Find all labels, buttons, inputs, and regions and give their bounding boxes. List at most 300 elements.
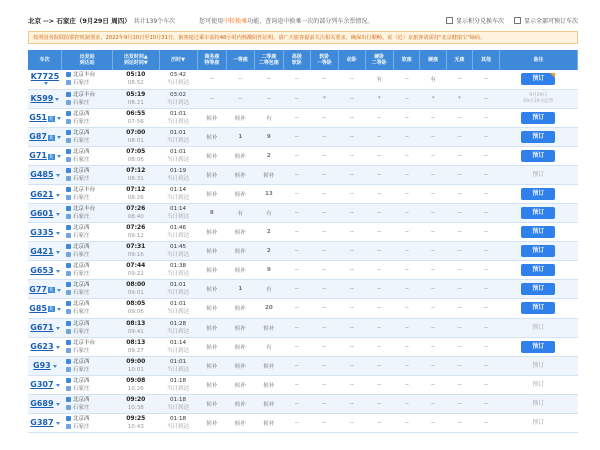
time-cell bbox=[113, 165, 159, 184]
departure-station-name: 北京西 bbox=[72, 415, 90, 422]
seat-availability: -- bbox=[339, 337, 365, 356]
duration: 01:01 bbox=[169, 148, 187, 155]
seat-availability: -- bbox=[284, 394, 310, 413]
departure-station bbox=[66, 358, 113, 366]
book-button: 预订 bbox=[532, 323, 545, 331]
seat-availability: -- bbox=[446, 204, 472, 223]
departure-time: 06:55 bbox=[126, 109, 146, 117]
duration: 01:01 bbox=[169, 358, 187, 365]
show-all-bookable-option[interactable]: 显示全部可预订车次 bbox=[514, 16, 578, 25]
seat-availability: -- bbox=[365, 242, 394, 261]
book-button[interactable]: 预订 bbox=[521, 131, 555, 143]
seat-availability: -- bbox=[394, 184, 420, 203]
book-button[interactable]: 预订 bbox=[521, 302, 555, 314]
duration: 01:46 bbox=[169, 225, 187, 232]
seat-availability[interactable]: 候补 bbox=[254, 356, 284, 375]
seat-availability: -- bbox=[365, 204, 394, 223]
seat-availability: -- bbox=[365, 261, 394, 280]
seat-availability: -- bbox=[310, 318, 339, 337]
book-button[interactable]: 预订 bbox=[521, 264, 555, 276]
fuxing-badge: 复 bbox=[49, 135, 54, 141]
chevron-down-icon[interactable] bbox=[56, 213, 60, 216]
arrival-station bbox=[66, 251, 113, 259]
train-number-link[interactable]: G671 bbox=[30, 323, 54, 333]
station-cell bbox=[62, 165, 113, 184]
column-header[interactable]: 出发站 到达站 bbox=[62, 50, 113, 70]
chevron-down-icon[interactable] bbox=[56, 251, 60, 254]
chevron-down-icon[interactable] bbox=[56, 422, 60, 425]
action-cell bbox=[499, 337, 577, 356]
seat-availability: -- bbox=[446, 337, 472, 356]
seat-availability: -- bbox=[394, 394, 420, 413]
train-number-link[interactable]: G51 bbox=[29, 113, 47, 123]
seat-availability[interactable]: 有 bbox=[254, 108, 284, 127]
seat-availability[interactable]: 候补 bbox=[227, 299, 254, 318]
end-station-icon bbox=[66, 405, 71, 410]
chevron-down-icon[interactable] bbox=[57, 136, 61, 139]
seat-availability[interactable]: 1 bbox=[227, 127, 254, 146]
seat-availability[interactable]: 候补 bbox=[227, 356, 254, 375]
chevron-down-icon[interactable] bbox=[56, 194, 60, 197]
departure-time: 07:12 bbox=[126, 166, 146, 174]
train-number-link[interactable]: G689 bbox=[30, 399, 54, 409]
seat-availability[interactable]: 候补 bbox=[197, 261, 227, 280]
seat-availability[interactable]: 候补 bbox=[227, 146, 254, 165]
train-number-cell bbox=[28, 394, 62, 413]
train-number-link[interactable]: G307 bbox=[30, 380, 54, 390]
seat-availability[interactable]: 9 bbox=[254, 261, 284, 280]
train-number-link[interactable]: K599 bbox=[30, 94, 54, 104]
transfer-link[interactable]: 中转换乘 bbox=[223, 17, 248, 25]
seat-availability: -- bbox=[284, 280, 310, 299]
seat-availability[interactable]: 8 bbox=[197, 204, 227, 223]
seat-availability: -- bbox=[310, 165, 339, 184]
departure-station-name: 北京丰台 bbox=[72, 339, 96, 346]
chevron-down-icon[interactable] bbox=[56, 403, 60, 406]
seat-availability[interactable]: 2 bbox=[254, 223, 284, 242]
seat-availability[interactable]: 候补 bbox=[197, 127, 227, 146]
departure-time: 08:13 bbox=[126, 338, 146, 346]
seat-availability: -- bbox=[420, 299, 446, 318]
train-number-link[interactable]: G387 bbox=[30, 418, 54, 428]
seat-availability: -- bbox=[473, 70, 499, 89]
fuxing-badge: 复 bbox=[49, 288, 54, 294]
train-number-cell bbox=[28, 108, 62, 127]
seat-availability[interactable]: 候补 bbox=[197, 146, 227, 165]
seat-availability[interactable]: 有 bbox=[227, 204, 254, 223]
chevron-down-icon[interactable] bbox=[44, 82, 48, 85]
table-row bbox=[28, 375, 578, 394]
action-cell bbox=[499, 394, 577, 413]
seat-availability[interactable]: 候补 bbox=[227, 337, 254, 356]
train-table bbox=[28, 50, 578, 433]
column-header: 硬座 bbox=[420, 50, 446, 70]
book-button[interactable]: 预订 bbox=[521, 73, 555, 85]
seat-availability: -- bbox=[420, 184, 446, 203]
chevron-down-icon[interactable] bbox=[56, 270, 60, 273]
duration-cell bbox=[159, 356, 197, 375]
station-cell bbox=[62, 261, 113, 280]
action-cell bbox=[499, 70, 577, 89]
chevron-down-icon[interactable] bbox=[56, 346, 60, 349]
train-number-link[interactable]: G77 bbox=[29, 284, 47, 294]
action-cell bbox=[499, 204, 577, 223]
action-cell bbox=[499, 184, 577, 203]
duration-cell bbox=[159, 165, 197, 184]
train-number-cell bbox=[28, 318, 62, 337]
arrival-station-name: 石家庄 bbox=[72, 423, 90, 430]
seat-availability: -- bbox=[473, 165, 499, 184]
train-number-cell bbox=[28, 413, 62, 432]
train-number-link[interactable]: K7725 bbox=[30, 71, 60, 81]
seat-availability: * bbox=[420, 89, 446, 108]
seat-availability: -- bbox=[420, 204, 446, 223]
book-button: 预订 bbox=[532, 380, 545, 388]
duration: 01:14 bbox=[169, 206, 187, 213]
duration: 01:18 bbox=[169, 396, 187, 403]
arrival-station bbox=[66, 175, 113, 183]
train-number-cell bbox=[28, 375, 62, 394]
seat-availability[interactable]: 候补 bbox=[197, 299, 227, 318]
end-station-icon bbox=[66, 367, 71, 372]
seat-availability: -- bbox=[365, 413, 394, 432]
departure-station-name: 北京西 bbox=[72, 167, 90, 174]
seat-availability: -- bbox=[284, 223, 310, 242]
departure-time: 07:26 bbox=[126, 205, 146, 213]
column-header: 高级 软卧 bbox=[284, 50, 310, 70]
start-station-icon bbox=[66, 168, 71, 173]
seat-availability: -- bbox=[339, 413, 365, 432]
departure-time: 08:13 bbox=[126, 319, 146, 327]
seat-availability: -- bbox=[339, 318, 365, 337]
checkbox-icon[interactable] bbox=[446, 17, 453, 24]
departure-station bbox=[66, 377, 113, 385]
action-cell bbox=[499, 261, 577, 280]
book-button[interactable]: 预订 bbox=[521, 207, 555, 219]
seat-availability: -- bbox=[339, 375, 365, 394]
chevron-down-icon[interactable] bbox=[57, 289, 61, 292]
station-cell bbox=[62, 375, 113, 394]
train-number-link[interactable]: G653 bbox=[30, 265, 54, 275]
arrival-time: 08:26 bbox=[127, 195, 144, 201]
seat-availability[interactable]: 候补 bbox=[197, 108, 227, 127]
seat-availability[interactable]: 候补 bbox=[227, 165, 254, 184]
chevron-down-icon[interactable] bbox=[56, 174, 60, 177]
seat-availability[interactable]: 候补 bbox=[254, 318, 284, 337]
seat-availability: -- bbox=[284, 184, 310, 203]
start-station-icon bbox=[66, 378, 71, 383]
seat-availability: -- bbox=[365, 318, 394, 337]
duration-cell bbox=[159, 261, 197, 280]
seat-availability[interactable]: 有 bbox=[420, 70, 446, 89]
book-button[interactable]: 预订 bbox=[521, 188, 555, 200]
seat-availability[interactable]: 候补 bbox=[227, 394, 254, 413]
action-cell bbox=[499, 165, 577, 184]
seat-availability[interactable]: 有 bbox=[254, 337, 284, 356]
column-header: 硬卧 二等卧 bbox=[365, 50, 394, 70]
seat-availability[interactable]: 9 bbox=[254, 127, 284, 146]
chevron-down-icon[interactable] bbox=[57, 155, 61, 158]
arrival-day: 当日到达 bbox=[166, 385, 190, 392]
departure-station-name: 北京丰台 bbox=[72, 91, 96, 98]
train-number-link[interactable]: G623 bbox=[30, 342, 54, 352]
seat-availability: * bbox=[365, 89, 394, 108]
seat-availability: -- bbox=[339, 70, 365, 89]
table-row bbox=[28, 108, 578, 127]
duration-cell bbox=[159, 184, 197, 203]
seat-availability[interactable]: 候补 bbox=[227, 318, 254, 337]
seat-availability[interactable]: 候补 bbox=[254, 394, 284, 413]
arrival-station bbox=[66, 289, 113, 297]
arrival-day: 当日到达 bbox=[166, 271, 190, 278]
departure-time: 05:19 bbox=[126, 90, 146, 98]
duration: 01:14 bbox=[169, 187, 187, 193]
duration: 03:02 bbox=[169, 91, 187, 98]
duration: 01:01 bbox=[169, 110, 187, 117]
seat-availability: -- bbox=[284, 375, 310, 394]
duration-cell bbox=[159, 299, 197, 318]
end-station-icon bbox=[66, 157, 71, 162]
start-station-icon bbox=[66, 340, 71, 345]
start-station-icon bbox=[66, 416, 71, 421]
seat-availability: -- bbox=[473, 375, 499, 394]
train-number-link[interactable]: G601 bbox=[30, 208, 54, 218]
chevron-down-icon[interactable] bbox=[57, 117, 61, 120]
arrival-station-name: 石家庄 bbox=[72, 233, 90, 240]
duration-cell bbox=[159, 146, 197, 165]
departure-time: 07:31 bbox=[126, 243, 146, 251]
seat-availability[interactable]: 候补 bbox=[227, 375, 254, 394]
seat-availability: -- bbox=[473, 280, 499, 299]
start-station-icon bbox=[66, 149, 71, 154]
seat-availability[interactable]: 2 bbox=[254, 146, 284, 165]
table-row bbox=[28, 394, 578, 413]
departure-station bbox=[66, 224, 113, 232]
seat-availability[interactable]: 候补 bbox=[227, 261, 254, 280]
seat-availability[interactable]: 2 bbox=[254, 242, 284, 261]
seat-availability: -- bbox=[420, 223, 446, 242]
seat-availability[interactable]: 候补 bbox=[197, 223, 227, 242]
arrival-station-name: 石家庄 bbox=[72, 385, 90, 392]
seat-availability: -- bbox=[310, 127, 339, 146]
chevron-down-icon[interactable] bbox=[53, 365, 57, 368]
book-button[interactable]: 预订 bbox=[521, 341, 555, 353]
arrival-station bbox=[66, 194, 113, 202]
seat-availability: * bbox=[446, 89, 472, 108]
seat-availability: -- bbox=[394, 146, 420, 165]
train-number-cell bbox=[28, 299, 62, 318]
seat-availability: -- bbox=[339, 127, 365, 146]
time-cell bbox=[113, 146, 159, 165]
seat-availability[interactable]: 有 bbox=[254, 204, 284, 223]
book-button[interactable]: 预订 bbox=[521, 112, 555, 124]
arrival-time: 09:16 bbox=[127, 252, 144, 259]
seat-availability[interactable]: 候补 bbox=[227, 223, 254, 242]
seat-availability[interactable]: 候补 bbox=[197, 413, 227, 432]
end-station-icon bbox=[66, 424, 71, 429]
seat-availability[interactable]: 候补 bbox=[197, 375, 227, 394]
end-station-icon bbox=[66, 195, 71, 200]
departure-station-name: 北京西 bbox=[72, 320, 90, 327]
train-number-cell bbox=[28, 204, 62, 223]
chevron-down-icon[interactable] bbox=[56, 232, 60, 235]
table-row bbox=[28, 146, 578, 165]
seat-availability: -- bbox=[365, 127, 394, 146]
seat-availability[interactable]: 候补 bbox=[197, 184, 227, 203]
train-number-link[interactable]: G485 bbox=[30, 170, 54, 180]
duration-cell bbox=[159, 337, 197, 356]
seat-availability: -- bbox=[284, 204, 310, 223]
book-button[interactable]: 预订 bbox=[521, 226, 555, 238]
seat-availability: -- bbox=[420, 413, 446, 432]
seat-availability[interactable]: 候补 bbox=[197, 280, 227, 299]
seat-availability: -- bbox=[420, 356, 446, 375]
seat-availability[interactable]: 候补 bbox=[197, 337, 227, 356]
covid-notice: 按照国务院联防联控机制要求，2022年9月10日至10月31日，旅客通过乘车需持48小时内核酸阴性证明。请广大旅客提前关注相关要求，确保出行顺畅。说（近）京旅客请需持"北京健康宝"绿码。 bbox=[28, 31, 578, 44]
seat-availability: -- bbox=[446, 146, 472, 165]
train-number-link[interactable]: G621 bbox=[30, 189, 54, 199]
column-header: 商务座 特等座 bbox=[197, 50, 227, 70]
chevron-down-icon[interactable] bbox=[55, 98, 59, 101]
table-row bbox=[28, 299, 578, 318]
seat-availability: -- bbox=[284, 413, 310, 432]
train-number-link[interactable]: G93 bbox=[33, 361, 51, 371]
seat-availability[interactable]: 有 bbox=[254, 280, 284, 299]
seat-availability[interactable]: 候补 bbox=[227, 108, 254, 127]
train-number-link[interactable]: G87 bbox=[29, 132, 47, 142]
show-points-option[interactable]: 显示积分兑换车次 bbox=[446, 16, 504, 25]
seat-availability: -- bbox=[394, 375, 420, 394]
seat-availability: -- bbox=[420, 242, 446, 261]
seat-availability[interactable]: 候补 bbox=[197, 165, 227, 184]
book-button[interactable]: 预订 bbox=[521, 283, 555, 295]
departure-station-name: 北京西 bbox=[72, 396, 90, 403]
train-number-link[interactable]: G71 bbox=[29, 151, 47, 161]
arrival-day: 当日到达 bbox=[166, 80, 190, 87]
column-header[interactable]: 历时▼ bbox=[159, 50, 197, 70]
departure-time: 07:12 bbox=[126, 186, 146, 193]
arrival-time: 10:26 bbox=[127, 385, 144, 392]
departure-time: 05:10 bbox=[126, 71, 146, 79]
action-cell bbox=[499, 127, 577, 146]
duration-cell bbox=[159, 204, 197, 223]
seat-availability[interactable]: 候补 bbox=[254, 165, 284, 184]
seat-availability: -- bbox=[310, 337, 339, 356]
action-cell bbox=[499, 242, 577, 261]
seat-availability: -- bbox=[310, 146, 339, 165]
arrival-day: 当日到达 bbox=[166, 99, 190, 106]
arrival-station bbox=[66, 385, 113, 393]
action-cell bbox=[499, 223, 577, 242]
book-button: 预订 bbox=[532, 361, 545, 369]
seat-availability: -- bbox=[446, 413, 472, 432]
checkbox-icon[interactable] bbox=[514, 17, 521, 24]
departure-station bbox=[66, 339, 113, 347]
seat-availability[interactable]: 候补 bbox=[254, 375, 284, 394]
departure-station-name: 北京丰台 bbox=[72, 72, 96, 79]
book-button[interactable]: 预订 bbox=[521, 245, 555, 257]
arrival-time: 09:12 bbox=[127, 233, 144, 240]
seat-availability: -- bbox=[365, 375, 394, 394]
seat-availability: -- bbox=[420, 108, 446, 127]
end-station-icon bbox=[66, 214, 71, 219]
seat-availability[interactable]: 候补 bbox=[227, 242, 254, 261]
book-button: 预订 bbox=[532, 418, 545, 426]
column-header: 车次 bbox=[28, 50, 62, 70]
time-cell bbox=[113, 299, 159, 318]
column-header[interactable]: 出发时间▲ 到达时间▼ bbox=[113, 50, 159, 70]
time-cell bbox=[113, 318, 159, 337]
arrival-day: 当日到达 bbox=[166, 118, 190, 125]
departure-station-name: 北京西 bbox=[72, 282, 90, 289]
seat-availability: -- bbox=[254, 70, 284, 89]
arrival-day: 当日到达 bbox=[166, 252, 190, 259]
arrival-station-name: 石家庄 bbox=[72, 80, 90, 87]
arrival-station-name: 石家庄 bbox=[72, 271, 90, 278]
arrival-station-name: 石家庄 bbox=[72, 328, 90, 335]
seat-availability[interactable]: 候补 bbox=[227, 413, 254, 432]
departure-time: 09:20 bbox=[126, 395, 146, 403]
train-number-link[interactable]: G335 bbox=[30, 227, 54, 237]
start-station-icon bbox=[66, 206, 71, 211]
seat-availability[interactable]: 1 bbox=[227, 280, 254, 299]
chevron-down-icon[interactable] bbox=[56, 327, 60, 330]
seat-availability: -- bbox=[446, 280, 472, 299]
seat-availability[interactable]: 候补 bbox=[197, 318, 227, 337]
seat-availability: -- bbox=[284, 337, 310, 356]
chevron-down-icon[interactable] bbox=[56, 384, 60, 387]
duration-cell bbox=[159, 70, 197, 89]
departure-station-name: 北京西 bbox=[72, 148, 90, 155]
seat-availability: -- bbox=[339, 108, 365, 127]
seat-availability: -- bbox=[339, 394, 365, 413]
departure-station-name: 北京西 bbox=[72, 358, 90, 365]
seat-availability[interactable]: 候补 bbox=[197, 394, 227, 413]
departure-station-name: 北京西 bbox=[72, 301, 90, 308]
seat-availability[interactable]: 候补 bbox=[197, 356, 227, 375]
seat-availability: -- bbox=[227, 70, 254, 89]
seat-availability[interactable]: 20 bbox=[254, 299, 284, 318]
seat-availability[interactable]: 候补 bbox=[227, 184, 254, 203]
seat-availability[interactable]: 13 bbox=[254, 184, 284, 203]
arrival-day: 当日到达 bbox=[166, 137, 190, 144]
train-number-link[interactable]: G421 bbox=[30, 246, 54, 256]
seat-availability[interactable]: 候补 bbox=[197, 242, 227, 261]
start-station-icon bbox=[66, 301, 71, 306]
station-cell bbox=[62, 184, 113, 203]
seat-availability[interactable]: 候补 bbox=[254, 413, 284, 432]
departure-station bbox=[66, 205, 113, 213]
book-button[interactable]: 预订 bbox=[521, 150, 555, 162]
chevron-down-icon[interactable] bbox=[57, 308, 61, 311]
seat-availability: -- bbox=[284, 356, 310, 375]
duration: 01:01 bbox=[169, 282, 187, 289]
seat-availability: -- bbox=[473, 146, 499, 165]
departure-station-name: 北京丰台 bbox=[72, 187, 96, 193]
seat-availability[interactable]: 有 bbox=[365, 70, 394, 89]
departure-time: 09:25 bbox=[126, 414, 146, 422]
departure-station bbox=[66, 281, 113, 289]
arrival-station-name: 石家庄 bbox=[72, 118, 90, 125]
departure-station bbox=[66, 71, 113, 79]
arrival-station-name: 石家庄 bbox=[72, 195, 90, 201]
action-cell bbox=[499, 375, 577, 394]
arrival-day: 当日到达 bbox=[166, 423, 190, 430]
train-number-cell bbox=[28, 242, 62, 261]
arrival-station bbox=[66, 99, 113, 107]
train-number-link[interactable]: G85 bbox=[29, 303, 47, 313]
seat-availability: -- bbox=[473, 413, 499, 432]
